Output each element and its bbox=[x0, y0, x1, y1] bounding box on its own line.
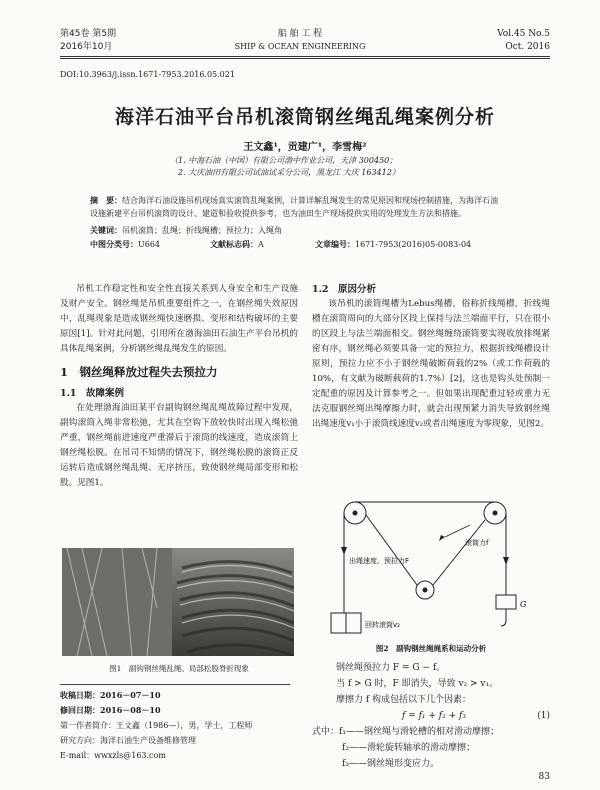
figure-2-caption: 图2 副钩钢丝绳绳系和运动分析 bbox=[375, 644, 487, 653]
article-info bbox=[60, 688, 310, 763]
label-tension: 出绳速度、预拉力F bbox=[349, 557, 410, 565]
paper-title: 海洋石油平台吊机滚筒钢丝绳乱绳案例分析 bbox=[114, 106, 495, 128]
keywords-label: 关键词： bbox=[90, 225, 122, 235]
author-bio: 第一作者简介：王文鑫（1986—），男，学士，工程师 bbox=[60, 721, 253, 730]
revised-date: 修回日期：2016－08－10 bbox=[60, 705, 161, 715]
abstract-label: 摘 要： bbox=[90, 195, 122, 205]
code-label: 文献标志码： bbox=[210, 238, 258, 249]
doi: DOI:10.3963/j.issn.1671-7953.2016.05.021 bbox=[60, 70, 235, 79]
abstract bbox=[90, 194, 500, 251]
definition-f3: f₃——钢丝绳形变应力。 bbox=[342, 759, 439, 769]
figure-1-photo bbox=[62, 548, 294, 656]
wire-diagonal-1 bbox=[366, 515, 417, 585]
page-number: 83 bbox=[538, 772, 550, 782]
section-1-2-paragraph: 该吊机的滚筒绳槽为Lebus绳槽，俗称折线绳槽，折线绳槽在滚筒周向的大部分区段上保持与法兰端面平行，只在很小的区段上与法兰端面相交。钢丝绳缠绕滚筒要实现收放排绳紧密有序，钢丝绳必须要具备一定的预拉力，根据折线绳槽设计原则，预拉力应不小于钢丝绳破断荷载的2%（或工作荷载的10%，有文献为破断载荷的1.7%）[2]，这也是钩头处预制一定配重的原因及计算参考之一。但如果出现配重过轻或重力无法克服钢丝绳出绳摩擦力时，就会出现预紧力消失导致钢丝绳出绳速度v₁小于滚筒线速度v₂或者出绳速度为零现象，见图2。 bbox=[312, 299, 550, 429]
affiliation-1: （1. 中海石油（中国）有限公司渤中作业公司，天津 300450； bbox=[170, 156, 398, 165]
journal-date-en: Oct. 2016 bbox=[505, 42, 550, 52]
equation-1: f = f₁ + f₂ + f₃ bbox=[402, 711, 466, 721]
figure-1-image bbox=[62, 548, 294, 656]
journal-name-en: SHIP & OCEAN ENGINEERING bbox=[234, 42, 366, 51]
article-number-value: 1671-7953(2016)05-0083-04 bbox=[355, 239, 472, 249]
arrow-tension bbox=[341, 547, 347, 555]
formula-line-1: 钢丝绳预拉力 F = G − f。 bbox=[336, 663, 446, 673]
authors: 王文鑫¹，贡建广¹，李雪梅² bbox=[243, 142, 367, 153]
journal-date: 2016年10月 bbox=[60, 42, 113, 52]
right-column bbox=[312, 282, 550, 432]
abstract-text: 结合海洋石油设施吊机现场真实滚筒乱绳案例，计算详解乱绳发生的常见原因和现场控制措施，为海洋石油设施新建平台吊机滚筒的设计、建造和验收提供参考，也为油田生产现场提供实用的处理发生方法和措施。 bbox=[90, 196, 498, 218]
section-1-1-paragraph: 在处理渤海油田某平台副钩钢丝绳乱绳故障过程中发现，副钩滚筒入绳非常松弛，尤其在空钩下放较快时出现入绳松弛严重，钢丝绳前进速度严重滞后于滚筒的线速度，造成滚筒上钢丝绳松脱。在吊司不知情的情况下，钢丝绳松脱的滚筒正反运转后造成钢丝绳乱绳、无序挤压，致使钢丝绳局部变形和松股。见图1。 bbox=[60, 403, 298, 488]
figure-1-caption: 图1 副钩钢丝绳乱绳、局部松股脊折现象 bbox=[109, 664, 249, 673]
label-drum-force: 滚筒力f bbox=[465, 539, 489, 547]
label-drum: 回转滚筒v₂ bbox=[365, 621, 400, 629]
header-rule-2 bbox=[60, 58, 550, 59]
formula-line-3: 摩擦力 f 构成包括以下几个因素： bbox=[336, 695, 472, 705]
figure-2-diagram bbox=[325, 495, 540, 640]
section-1-1-heading: 1.1 故障案例 bbox=[60, 388, 125, 399]
arrow-friction bbox=[439, 535, 445, 541]
keywords: 吊机滚筒；乱绳；折线绳槽；预拉力；入绳角 bbox=[122, 226, 282, 235]
clc-value: U664 bbox=[138, 239, 161, 249]
received-date: 收稿日期：2016－07－10 bbox=[60, 690, 161, 700]
definition-f2: f₂——滑轮旋转轴承的滑动摩擦； bbox=[342, 743, 475, 753]
section-1-heading: 1 钢丝绳释放过程失去预拉力 bbox=[60, 365, 218, 379]
label-weight: G bbox=[520, 600, 527, 609]
footnote-rule bbox=[60, 684, 290, 685]
clc-label: 中图分类号： bbox=[90, 238, 138, 249]
affiliation-2: 2. 大庆油田有限公司试油试采分公司，黑龙江 大庆 163412） bbox=[178, 168, 400, 177]
arrow-weight bbox=[503, 557, 509, 565]
intro-paragraph: 吊机工作稳定性和安全性直接关系到人身安全和生产设施及财产安全。钢丝绳是吊机重要组件之一，在钢丝绳失效原因中，乱绳现象是造成钢丝绳快速磨损、变形和结构破坏的主要原因[1]。针对此问题，引用所在渤海油田石油生产平台吊机的具体乱绳案例，分析钢丝绳乱绳发生的原因。 bbox=[60, 284, 298, 354]
code-value: A bbox=[258, 239, 264, 249]
definition-f1: 式中：f₁——钢丝绳与滑轮槽的相对滑动摩擦； bbox=[312, 727, 499, 737]
journal-volume: 第45卷 第5期 bbox=[60, 29, 117, 39]
journal-name: 船 舶 工 程 bbox=[277, 29, 323, 39]
journal-volume-en: Vol.45 No.5 bbox=[497, 29, 550, 39]
hook-weight bbox=[496, 595, 516, 609]
formula-line-2: 当 f > G 时，F 即消失，导致 v₂ > v₁。 bbox=[336, 679, 499, 689]
article-number-label: 文章编号： bbox=[315, 238, 355, 249]
figure-2-svg bbox=[325, 495, 540, 640]
header-rule bbox=[60, 56, 550, 57]
left-column bbox=[60, 282, 298, 491]
author-email: E-mail：wwxzls@163.com bbox=[60, 751, 166, 760]
section-1-2-heading: 1.2 原因分析 bbox=[312, 284, 377, 295]
wire-diagonal-2 bbox=[433, 520, 485, 585]
equation-1-number: (1) bbox=[537, 711, 550, 721]
affiliations bbox=[170, 155, 500, 179]
formula-block bbox=[312, 660, 550, 772]
research-direction: 研究方向：海洋石油生产设备维修管理 bbox=[60, 736, 196, 745]
